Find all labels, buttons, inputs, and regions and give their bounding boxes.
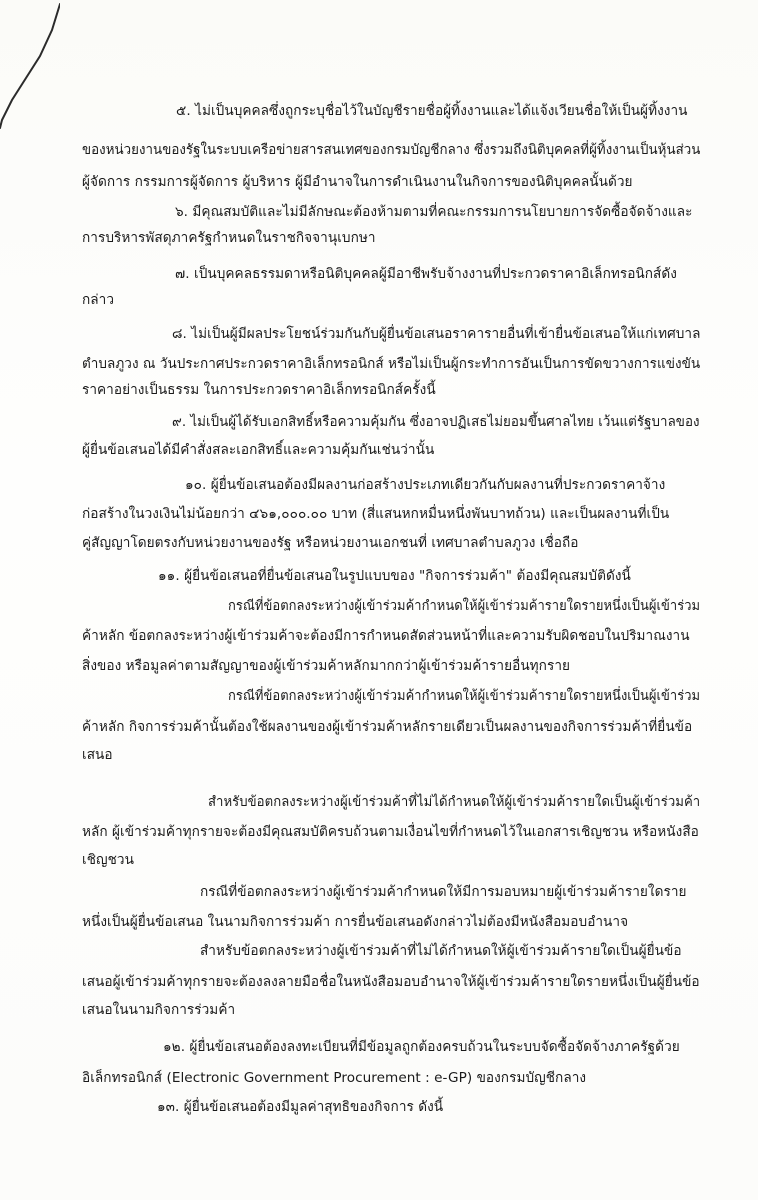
text-line: ๘. ไม่เป็นผู้มีผลประโยชน์ร่วมกันกับผู้ยื่นข้อเสนอราคารายอื่นที่เข้ายื่นข้อเสนอให้แก่เทศบาล [172, 326, 701, 342]
text-line: กล่าว [82, 292, 115, 308]
text-line: หลัก ผู้เข้าร่วมค้าทุกรายจะต้องมีคุณสมบัติครบถ้วนตามเงื่อนไขที่กำหนดไว้ในเอกสารเชิญชวน หรือหนังสือ [82, 824, 699, 840]
text-line: ตำบลภูวง ณ วันประกาศประกวดราคาอิเล็กทรอนิกส์ หรือไม่เป็นผู้กระทำการอันเป็นการขัดขวางการแข่งขัน [82, 356, 701, 372]
text-line: เสนอ [82, 747, 113, 763]
text-line: ราคาอย่างเป็นธรรม ในการประกวดราคาอิเล็กทรอนิกส์ครั้งนี้ [82, 382, 436, 398]
text-line: หนึ่งเป็นผู้ยื่นข้อเสนอ ในนามกิจการร่วมค้า การยื่นข้อเสนอดังกล่าวไม่ต้องมีหนังสือมอบอำนาจ [82, 914, 629, 930]
text-line: สำหรับข้อตกลงระหว่างผู้เข้าร่วมค้าที่ไม่ได้กำหนดให้ผู้เข้าร่วมค้ารายใดเป็นผู้ยื่นข้อ [200, 943, 682, 959]
text-line: ๗. เป็นบุคคลธรรมดาหรือนิติบุคคลผู้มีอาชีพรับจ้างงานที่ประกวดราคาอิเล็กทรอนิกส์ดัง [175, 266, 677, 282]
text-line: เชิญชวน [82, 852, 134, 868]
text-line: ๑๓. ผู้ยื่นข้อเสนอต้องมีมูลค่าสุทธิของกิจการ ดังนี้ [157, 1099, 444, 1115]
text-line: สิ่งของ หรือมูลค่าตามสัญญาของผู้เข้าร่วมค้าหลักมากกว่าผู้เข้าร่วมค้ารายอื่นทุกราย [82, 658, 571, 674]
scan-edge-mark [0, 0, 60, 130]
text-line: กรณีที่ข้อตกลงระหว่างผู้เข้าร่วมค้ากำหนดให้ผู้เข้าร่วมค้ารายใดรายหนึ่งเป็นผู้เข้าร่วม [228, 688, 701, 704]
text-line: การบริหารพัสดุภาครัฐกำหนดในราชกิจจานุเบกษา [82, 230, 376, 246]
text-line: ๙. ไม่เป็นผู้ได้รับเอกสิทธิ์หรือความคุ้มกัน ซึ่งอาจปฏิเสธไม่ยอมขึ้นศาลไทย เว้นแต่รัฐบาลของ [172, 414, 700, 430]
text-line: เสนอในนามกิจการร่วมค้า [82, 1002, 236, 1018]
text-line: ผู้ยื่นข้อเสนอได้มีคำสั่งสละเอกสิทธิ์และความคุ้มกันเช่นว่านั้น [82, 442, 435, 458]
text-line: ก่อสร้างในวงเงินไม่น้อยกว่า ๔๖๑,๐๐๐.๐๐ บาท (สี่แสนหกหมื่นหนึ่งพันบาทถ้วน) และเป็นผลงานที่เป็น [82, 506, 670, 522]
text-line: ค้าหลัก กิจการร่วมค้านั้นต้องใช้ผลงานของผู้เข้าร่วมค้าหลักรายเดียวเป็นผลงานของกิจการร่วมค้าที่ยื่นข้อ [82, 719, 693, 735]
text-line: กรณีที่ข้อตกลงระหว่างผู้เข้าร่วมค้ากำหนดให้มีการมอบหมายผู้เข้าร่วมค้ารายใดราย [200, 884, 687, 900]
text-line: ค้าหลัก ข้อตกลงระหว่างผู้เข้าร่วมค้าจะต้องมีการกำหนดสัดส่วนหน้าที่และความรับผิดชอบในปริมาณงาน [82, 628, 690, 644]
text-line: ๑๒. ผู้ยื่นข้อเสนอต้องลงทะเบียนที่มีข้อมูลถูกต้องครบถ้วนในระบบจัดซื้อจัดจ้างภาครัฐด้วย [163, 1039, 680, 1055]
text-line: กรณีที่ข้อตกลงระหว่างผู้เข้าร่วมค้ากำหนดให้ผู้เข้าร่วมค้ารายใดรายหนึ่งเป็นผู้เข้าร่วม [228, 598, 701, 614]
text-line: อิเล็กทรอนิกส์ (Electronic Government Procurement : e-GP) ของกรมบัญชีกลาง [82, 1070, 587, 1086]
text-line: เสนอผู้เข้าร่วมค้าทุกรายจะต้องลงลายมือชื่อในหนังสือมอบอำนาจให้ผู้เข้าร่วมค้ารายใดรายหนึ่งเป็นผู้ยื่นข้อ [82, 974, 700, 990]
text-line: คู่สัญญาโดยตรงกับหน่วยงานของรัฐ หรือหน่วยงานเอกชนที่ เทศบาลตำบลภูวง เชื่อถือ [82, 535, 579, 551]
text-line: สำหรับข้อตกลงระหว่างผู้เข้าร่วมค้าที่ไม่ได้กำหนดให้ผู้เข้าร่วมค้ารายใดเป็นผู้เข้าร่วมค้า [208, 794, 701, 810]
text-line: ของหน่วยงานของรัฐในระบบเครือข่ายสารสนเทศของกรมบัญชีกลาง ซึ่งรวมถึงนิติบุคคลที่ผู้ทิ้งงานเป็นหุ้นส่วน [82, 142, 701, 158]
text-line: ผู้จัดการ กรรมการผู้จัดการ ผู้บริหาร ผู้มีอำนาจในการดำเนินงานในกิจการของนิติบุคคลนั้นด้วย [82, 174, 633, 190]
text-line: ๑๑. ผู้ยื่นข้อเสนอที่ยื่นข้อเสนอในรูปแบบของ "กิจการร่วมค้า" ต้องมีคุณสมบัติดังนี้ [158, 568, 631, 584]
text-line: ๕. ไม่เป็นบุคคลซึ่งถูกระบุชื่อไว้ในบัญชีรายชื่อผู้ทิ้งงานและได้แจ้งเวียนชื่อให้เป็นผู้ทิ้งงาน [176, 103, 688, 119]
text-line: ๖. มีคุณสมบัติและไม่มีลักษณะต้องห้ามตามที่คณะกรรมการนโยบายการจัดซื้อจัดจ้างและ [175, 204, 693, 220]
text-line: ๑๐. ผู้ยื่นข้อเสนอต้องมีผลงานก่อสร้างประเภทเดียวกันกับผลงานที่ประกวดราคาจ้าง [185, 477, 666, 493]
